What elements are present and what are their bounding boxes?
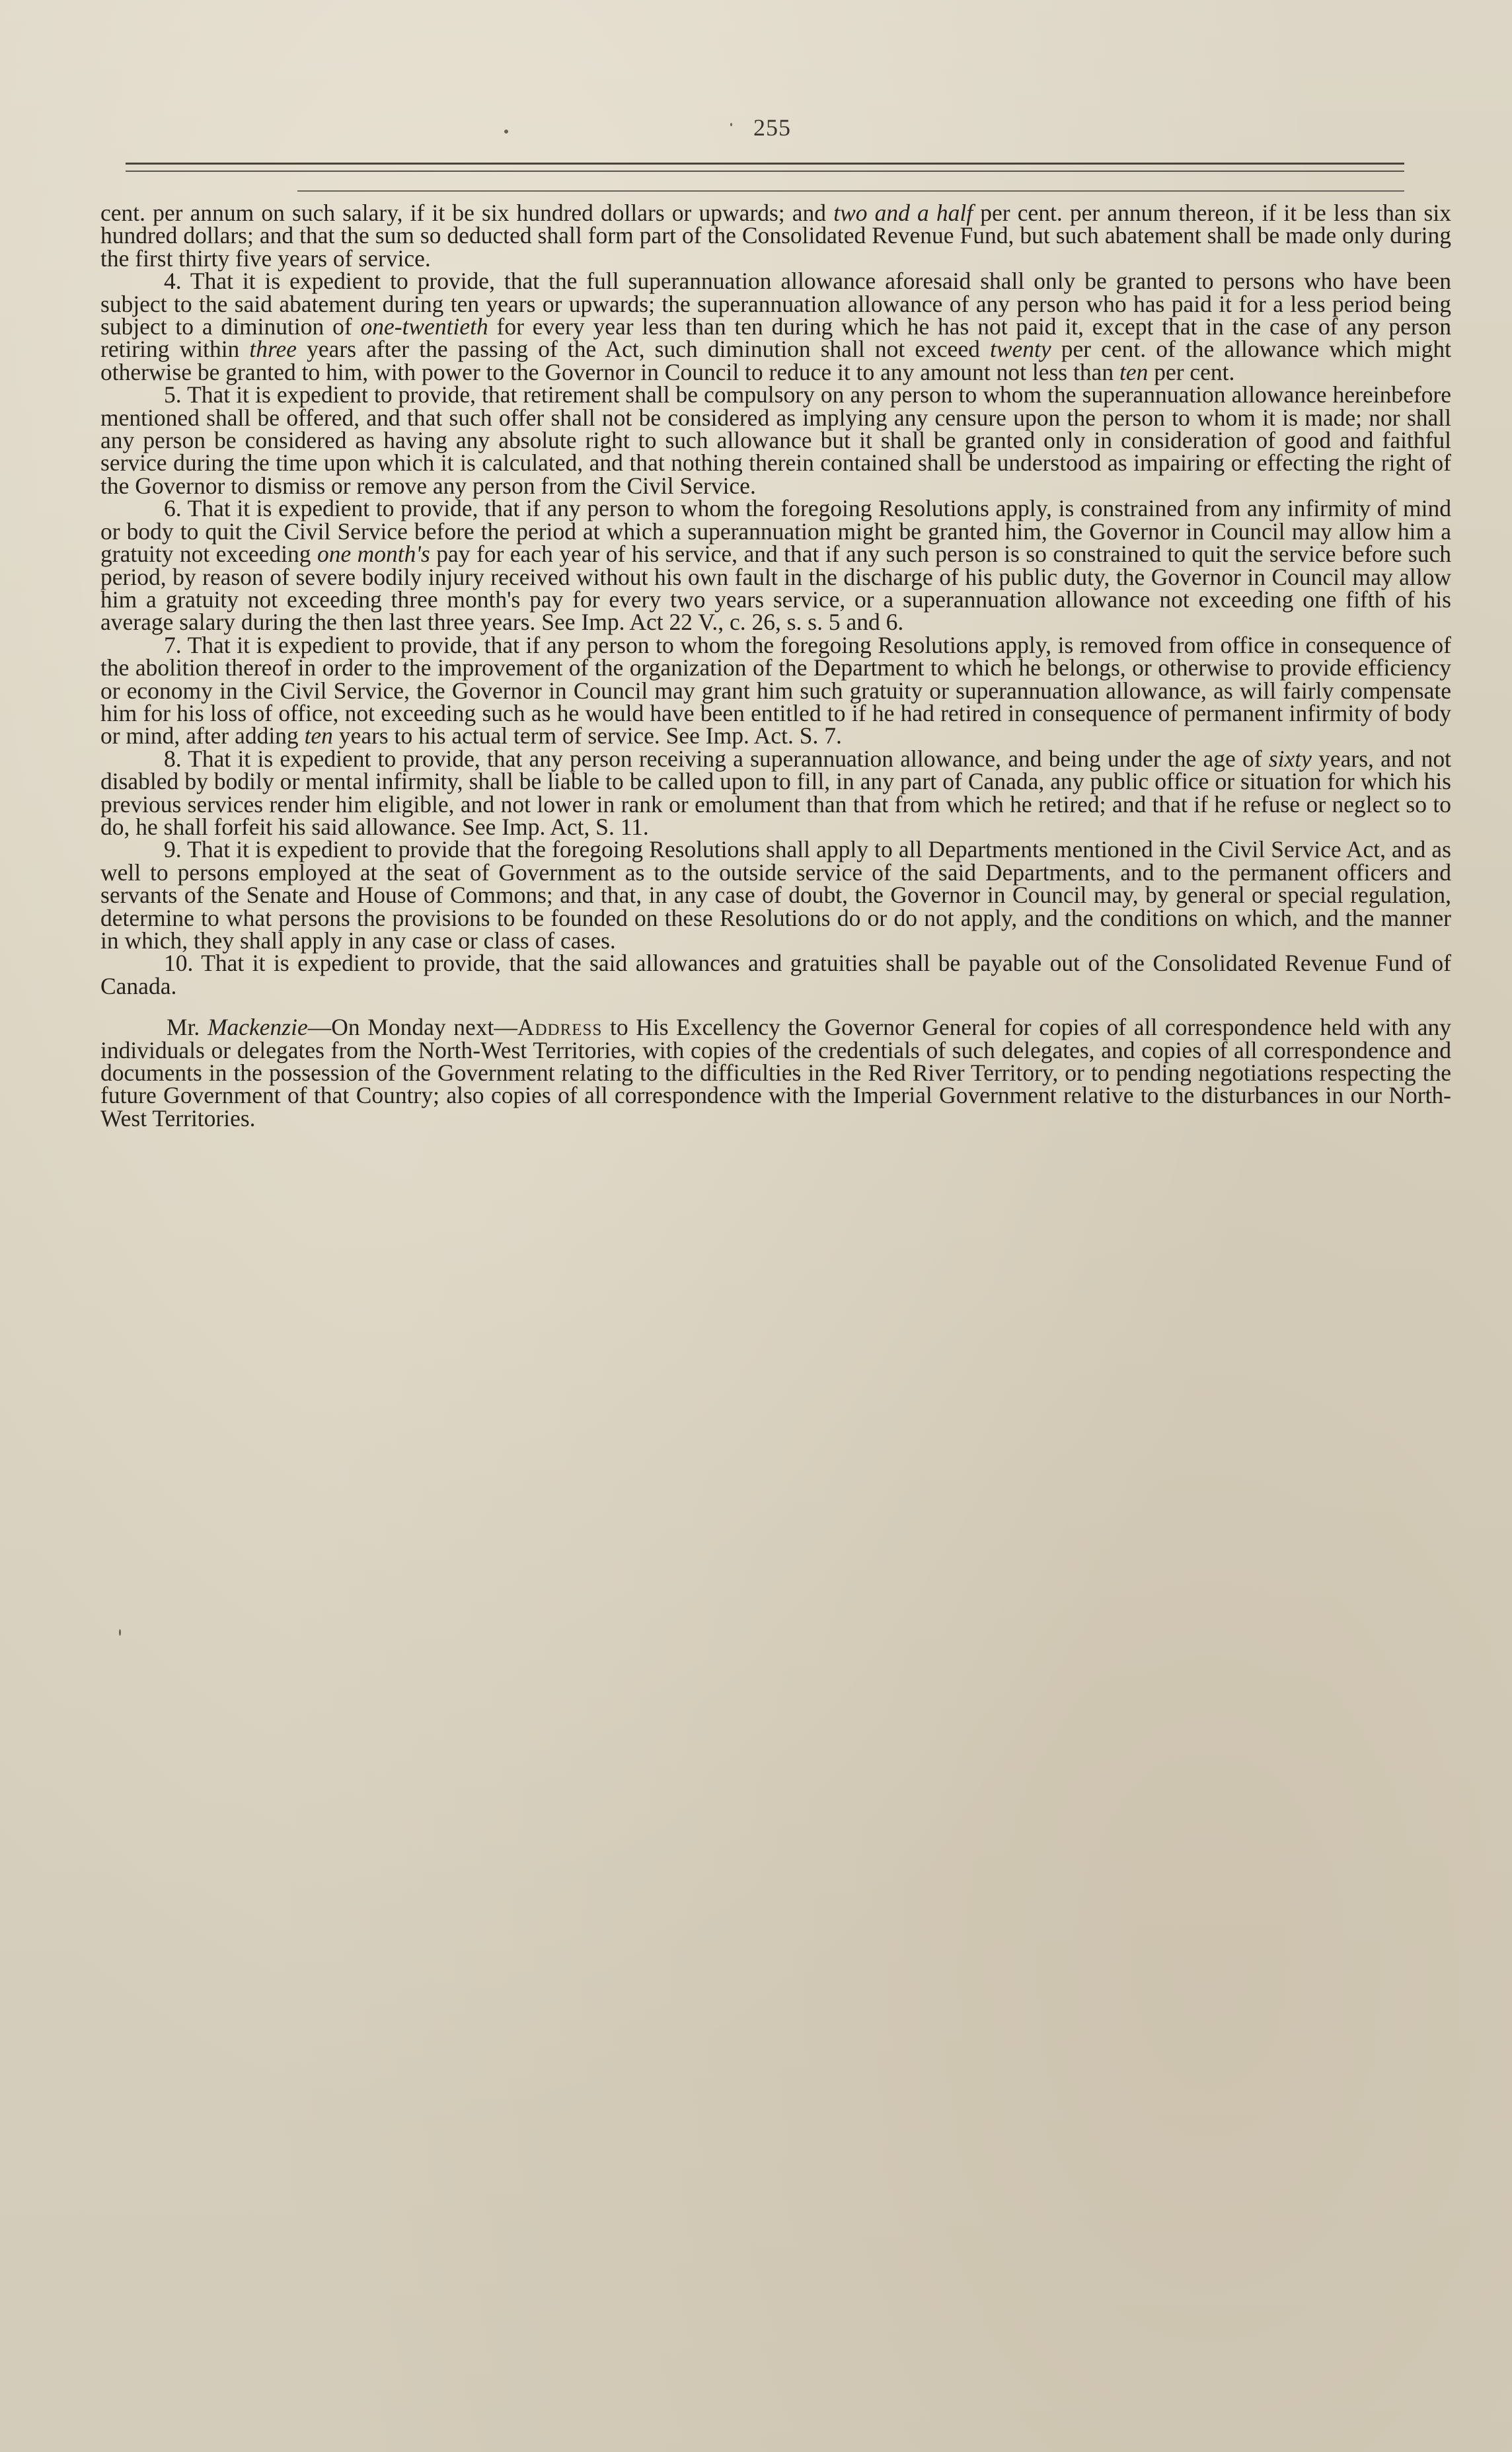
header-rule-lower [297,190,1404,192]
text-run: 6. That it is expedient to provide, that if any person to whom the foregoing Resolutions apply, is constrained from any infirmity of mind or body to quit the Civil Service before the period at which a superannuation might be granted him, the Governor in Council may allow him a gratuity not exceeding [100,495,1451,568]
italic-run: one month's [317,541,430,568]
small-caps-run: Address [517,1014,603,1041]
header-rule-thick [126,163,1404,165]
paragraph-9 [100,838,1451,952]
text-run: 8. That it is expedient to provide, that any person receiving a superannuation allowance, and being under the age of [164,745,1269,772]
text-run: —On Monday next— [307,1014,517,1041]
ink-speck [504,130,508,134]
paragraph-5 [100,383,1451,497]
page-number: 255 [753,114,791,141]
body-text [100,202,1451,1130]
italic-run: sixty [1268,745,1312,772]
italic-run: two and a half [833,200,973,226]
ink-speck [119,1629,121,1636]
italic-run: ten [1119,358,1149,385]
paragraph-3-continuation [100,202,1451,270]
text-run: per cent. of the allowance which might otherwise be granted to him, with power to the Governor in Council to reduce it to any amount not less than [100,336,1451,385]
text-run: for every year less than ten during which he has not paid it, except that in the case of any person retiring within [100,313,1452,363]
text-run: years after the passing of the Act, such diminution shall not exceed [297,336,990,363]
italic-run: three [249,336,297,363]
text-run: to His Excellency the Governor General for copies of all correspondence held with any individuals or delegates from the North-West Territories, with copies of the credentials of such delegates, and copies of all correspondence and documents in the possession of the Government relating to the difficulties in the Red River Territory, or to pending negotiations respecting the future Government of that Country; also copies of all correspondence with the Imperial Government relative to the disturbances in our North-West Territories. [100,1014,1451,1131]
text-run: per cent. per annum thereon, if it be less than six hundred dollars; and that the sum so deducted shall form part of the Consolidated Revenue Fund, but such abatement shall be made only during the first thirty five years of service. [100,200,1451,272]
text-run: 4. That it is expedient to provide, that the full superannuation allowance aforesaid shall only be granted to persons who have been subject to the said abatement during ten years or upwards; the superannuation allowance of any person who has paid it for a less period being subject to a diminution of [100,268,1451,340]
paragraph-6 [100,495,1452,636]
text-run: 5. That it is expedient to provide, that retirement shall be compulsory on any person to whom the superannuation allowance hereinbefore mentioned shall be offered, and that such offer shall not be considered as implying any censure upon the person to whom it is made; nor shall any person be considered as having any absolute right to such allowance but it shall be granted only in consideration of good and faithful service during the time upon which it is calculated, and that nothing therein contained shall be understood as impairing or effecting the right of the Governor to dismiss or remove any person from the Civil Service. [100,381,1451,499]
paragraph-10 [100,952,1451,997]
text-run: years, and not disabled by bodily or mental infirmity, shall be liable to be called upon to fill, in any part of Canada, any public office or situation for which his previous services render him eligible, and not lower in rank or emolument than that from which he retired; and that if he refuse or neglect so to do, he shall forfeit his said allowance. See Imp. Act, S. 11. [100,745,1451,840]
text-run: 10. That it is expedient to provide, that the said allowances and gratuities shall be payable out of the Consolidated Revenue Fund of Canada. [100,950,1451,999]
text-run: pay for each year of his service, and that if any such person is so constrained to quit the service before such period, by reason of severe bodily injury received without his own fault in the discharge of his public duty, the Governor in Council may allow him a gratuity not exceeding three month's pay for every two years service, or a superannuation allowance not exceeding one fifth of his average salary during the then last three years. See Imp. Act 22 V., c. 26, s. s. 5 and 6. [100,541,1452,636]
header-rule-thin [126,171,1404,172]
paragraph-8 [100,747,1451,839]
text-run: 9. That it is expedient to provide that the foregoing Resolutions shall apply to all Departments mentioned in the Civil Service Act, and as well to persons employed at the seat of Government as to the outside service of the said Departments, and to the permanent officers and servants of the Senate and House of Commons; and that, in any case of doubt, the Governor in Council may, by general or special regulation, determine to what persons the provisions to be founded on these Resolutions do or do not apply, and the conditions on which, and the manner in which, they shall apply in any case or class of cases. [100,836,1451,954]
text-run: per cent. [1148,358,1235,385]
text-run: 7. That it is expedient to provide, that if any person to whom the foregoing Resolutions apply, is removed from office in consequence of the abolition thereof in order to the improvement of the organization of the Department to which he belongs, or otherwise to provide efficiency or economy in the Civil Service, the Governor in Council may grant him such gratuity or superannuation allowance, as will fairly compensate him for his loss of office, not exceeding such as he would have been entitled to if he had retired in consequence of permanent infirmity of body or mind, after adding [100,631,1451,749]
italic-run: twenty [989,336,1051,363]
italic-run: Mackenzie [207,1014,308,1041]
ink-speck [730,123,732,126]
text-run: cent. per annum on such salary, if it be six hundred dollars or upwards; and [100,200,834,226]
paragraph-7 [100,631,1451,749]
notice-of-motion [100,1016,1451,1130]
paragraph-4 [100,270,1451,383]
italic-run: one-twentieth [360,313,488,340]
italic-run: ten [304,722,333,749]
text-run: years to his actual term of service. See Imp. Act. S. 7. [332,722,842,749]
text-run: Mr. [167,1014,208,1041]
